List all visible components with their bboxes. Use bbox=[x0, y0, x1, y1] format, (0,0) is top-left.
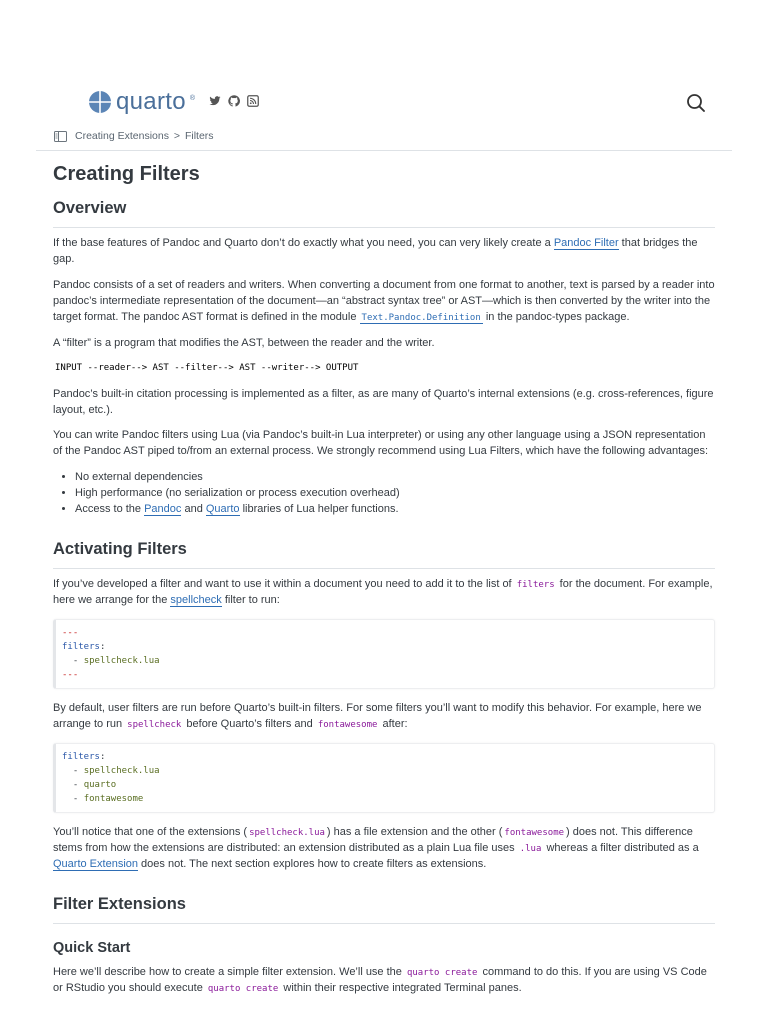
overview-heading: Overview bbox=[53, 197, 715, 228]
page-title: Creating Filters bbox=[53, 163, 200, 185]
code-line: filters: bbox=[62, 751, 106, 762]
fontawesome-inline-code: fontawesome bbox=[317, 719, 378, 730]
logo-text: quarto bbox=[116, 88, 186, 115]
quarto-create-inline-code: quarto create bbox=[406, 967, 478, 978]
filter-extensions-heading: Filter Extensions bbox=[53, 893, 715, 924]
pandoc-filter-link[interactable]: Pandoc Filter bbox=[553, 236, 619, 249]
overview-paragraph-1: If the base features of Pandoc and Quarto don’t do exactly what you need, you can very likely create a Pandoc Filter that bridges the gap. bbox=[53, 236, 698, 265]
breadcrumb-parent[interactable]: Creating Extensions bbox=[75, 130, 169, 142]
spellcheck-inline-code: spellcheck bbox=[127, 719, 182, 730]
code-line: --- bbox=[62, 627, 79, 638]
activating-paragraph-3: You’ll notice that one of the extensions ( spellcheck.lua ) has a file extension and the other ( fontawesome ) does not. This difference stems from how the extensions are distributed: an extension distributed as a plain Lua file uses .lua whereas a filter distributed as a Quarto Extension does not. The next section explores how to create filters as extensions. bbox=[53, 825, 699, 870]
pipeline-code: INPUT --reader--> AST --filter--> AST --writer--> OUTPUT bbox=[55, 362, 359, 373]
code-line: filters: bbox=[62, 641, 106, 652]
quarto-logo-icon bbox=[88, 90, 112, 114]
overview-paragraph-3: A “filter” is a program that modifies the AST, between the reader and the writer. bbox=[53, 336, 435, 349]
quick-start-heading: Quick Start bbox=[53, 939, 131, 956]
list-item: • No external dependencies bbox=[75, 470, 715, 486]
code-block-filter-order[interactable] bbox=[53, 743, 715, 813]
code-block-spellcheck[interactable] bbox=[53, 619, 715, 689]
overview-paragraph-2: Pandoc consists of a set of readers and writers. When converting a document from one format to another, text is parsed by a reader into pandoc’s intermediate representation of the document—an “abstract syntax tree” or AST—which is then converted by the writer into the target format. The pandoc AST format is defined in the module Text.Pandoc.Definition in the pandoc-types package. bbox=[53, 278, 715, 323]
breadcrumb-current: Filters bbox=[184, 130, 214, 142]
code-line: - quarto bbox=[62, 779, 117, 790]
header-divider bbox=[36, 150, 732, 151]
code-line: - spellcheck.lua bbox=[62, 655, 160, 666]
lua-ext-inline-code: .lua bbox=[519, 843, 542, 854]
social-links bbox=[209, 95, 259, 107]
fontawesome-inline-code-2: fontawesome bbox=[504, 827, 565, 838]
search-button[interactable] bbox=[686, 93, 706, 113]
quarto-logo[interactable] bbox=[88, 90, 195, 114]
code-line: --- bbox=[62, 669, 79, 680]
pandoc-definition-code-link[interactable]: Text.Pandoc.Definition bbox=[361, 312, 481, 323]
spellcheck-lua-inline-code: spellcheck.lua bbox=[249, 827, 325, 838]
activating-paragraph-2: By default, user filters are run before Quarto’s built-in filters. For some filters you’ll want to modify this behavior. For example, here we arrange to run spellcheck before Quarto’s filters and fontawesome after: bbox=[53, 701, 702, 730]
code-line: - fontawesome bbox=[62, 793, 144, 804]
logo-registered-mark: ® bbox=[189, 95, 196, 102]
quick-start-paragraph: Here we’ll describe how to create a simple filter extension. We’ll use the quarto create command to do this. If you are using VS Code or RStudio you should execute quarto create within their respective integrated Terminal panes. bbox=[53, 965, 707, 994]
list-item: • High performance (no serialization or process execution overhead) bbox=[75, 486, 715, 502]
pandoc-lua-link[interactable]: Pandoc bbox=[144, 503, 182, 516]
twitter-icon[interactable] bbox=[209, 95, 221, 107]
overview-paragraph-5: You can write Pandoc filters using Lua (via Pandoc’s built-in Lua interpreter) or using any other language using a JSON representation of the Pandoc AST piped to/from an external process. We strongly recommend using Lua Filters, which have the following advantages: bbox=[53, 429, 709, 458]
spellcheck-link[interactable]: spellcheck bbox=[170, 594, 222, 607]
list-item: • Access to the Pandoc and Quarto libraries of Lua helper functions. bbox=[75, 502, 715, 518]
breadcrumb bbox=[54, 129, 214, 144]
quarto-extension-link[interactable]: Quarto Extension bbox=[53, 857, 138, 870]
overview-paragraph-4: Pandoc’s built-in citation processing is implemented as a filter, as are many of Quarto’s internal extensions (e.g. cross-references, figure layout, etc.). bbox=[53, 387, 714, 416]
sidebar-toggle-icon[interactable] bbox=[54, 131, 67, 142]
quarto-create-inline-code-2: quarto create bbox=[207, 983, 279, 994]
rss-icon[interactable] bbox=[247, 95, 259, 107]
search-icon bbox=[686, 93, 706, 113]
activating-paragraph-1: If you’ve developed a filter and want to use it within a document you need to add it to the list of filters for the document. For example, here we arrange for the spellcheck filter to run: bbox=[53, 578, 713, 607]
quarto-lua-link[interactable]: Quarto bbox=[205, 503, 240, 516]
breadcrumb-separator: > bbox=[173, 130, 181, 142]
top-navbar bbox=[0, 0, 768, 150]
main-content bbox=[53, 158, 715, 1006]
github-icon[interactable] bbox=[228, 95, 240, 107]
code-line: - spellcheck.lua bbox=[62, 765, 160, 776]
advantages-list bbox=[53, 470, 715, 518]
activating-filters-heading: Activating Filters bbox=[53, 538, 715, 569]
filters-inline-code: filters bbox=[516, 580, 555, 591]
